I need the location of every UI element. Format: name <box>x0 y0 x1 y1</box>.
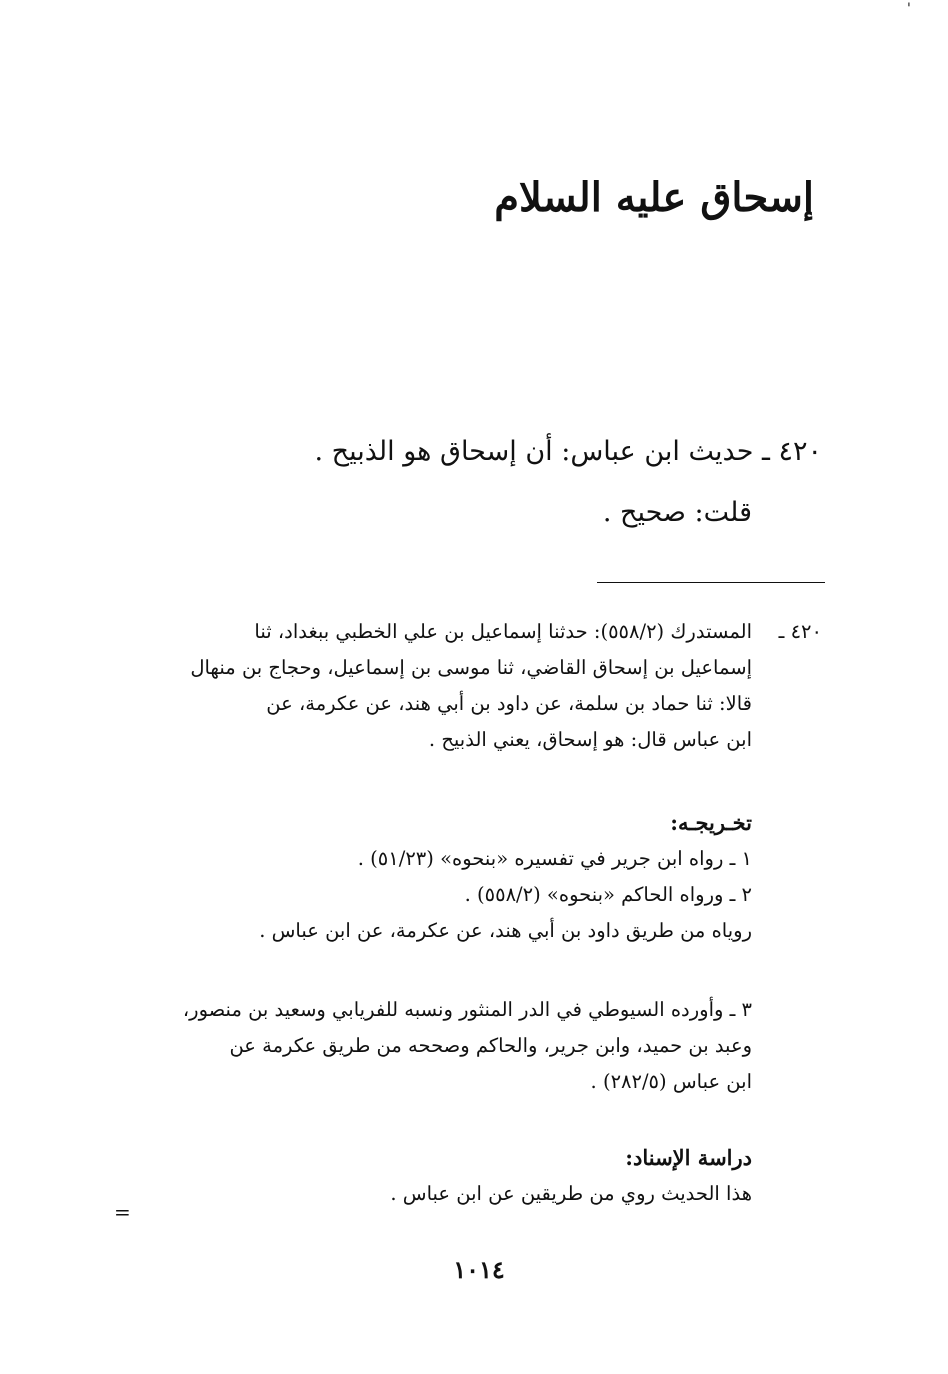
footnote-number: ٤٢٠ ـ <box>778 620 822 643</box>
isnad-section <box>128 1140 752 1212</box>
takhrij-item: ١ ـ رواه ابن جرير في تفسيره «بنحوه» (٥١/٢٣) . <box>357 847 752 870</box>
takhrij-item: روياه من طريق داود بن أبي هند، عن عكرمة، عن ابن عباس . <box>259 919 752 942</box>
takhrij-line: ٣ ـ وأورده السيوطي في الدر المنثور ونسبه للفريابي وسعيد بن منصور، <box>182 998 752 1021</box>
isnad-heading: دراسة الإسناد: <box>625 1145 752 1170</box>
isnad-text: هذا الحديث روي من طريقين عن ابن عباس . <box>390 1182 752 1205</box>
hadith-statement: ٤٢٠ ـ حديث ابن عباس: أن إسحاق هو الذبيح . <box>314 436 822 467</box>
continuation-mark: = <box>114 1200 131 1224</box>
takhrij-line: وعبد بن حميد، وابن جرير، والحاكم وصححه من طريق عكرمة عن <box>229 1034 752 1057</box>
footnote-line: قالا: ثنا حماد بن سلمة، عن داود بن أبي هند، عن عكرمة، عن <box>266 692 752 715</box>
footnote-source <box>58 614 822 758</box>
footnote-divider <box>597 582 825 583</box>
takhrij-section <box>128 805 752 949</box>
takhrij-heading: تخـريجـه: <box>670 810 752 835</box>
corner-mark: ' <box>907 1 911 17</box>
takhrij-item: ٢ ـ ورواه الحاكم «بنحوه» (٥٥٨/٢) . <box>464 883 752 906</box>
takhrij-line: ابن عباس (٢٨٢/٥) . <box>590 1070 752 1093</box>
footnote-line: إسماعيل بن إسحاق القاضي، ثنا موسى بن إسماعيل، وحجاج بن منهال <box>190 656 752 679</box>
hadith-verdict: قلت: صحيح . <box>602 497 752 528</box>
footnote-line: ابن عباس قال: هو إسحاق، يعني الذبيح . <box>428 728 752 751</box>
chapter-title: إسحاق عليه السلام <box>494 174 814 221</box>
footnote-line: المستدرك (٥٥٨/٢): حدثنا إسماعيل بن علي الخطبي ببغداد، ثنا <box>254 620 752 643</box>
page-number: ١٠١٤ <box>453 1255 505 1284</box>
takhrij-item-3 <box>128 992 752 1100</box>
